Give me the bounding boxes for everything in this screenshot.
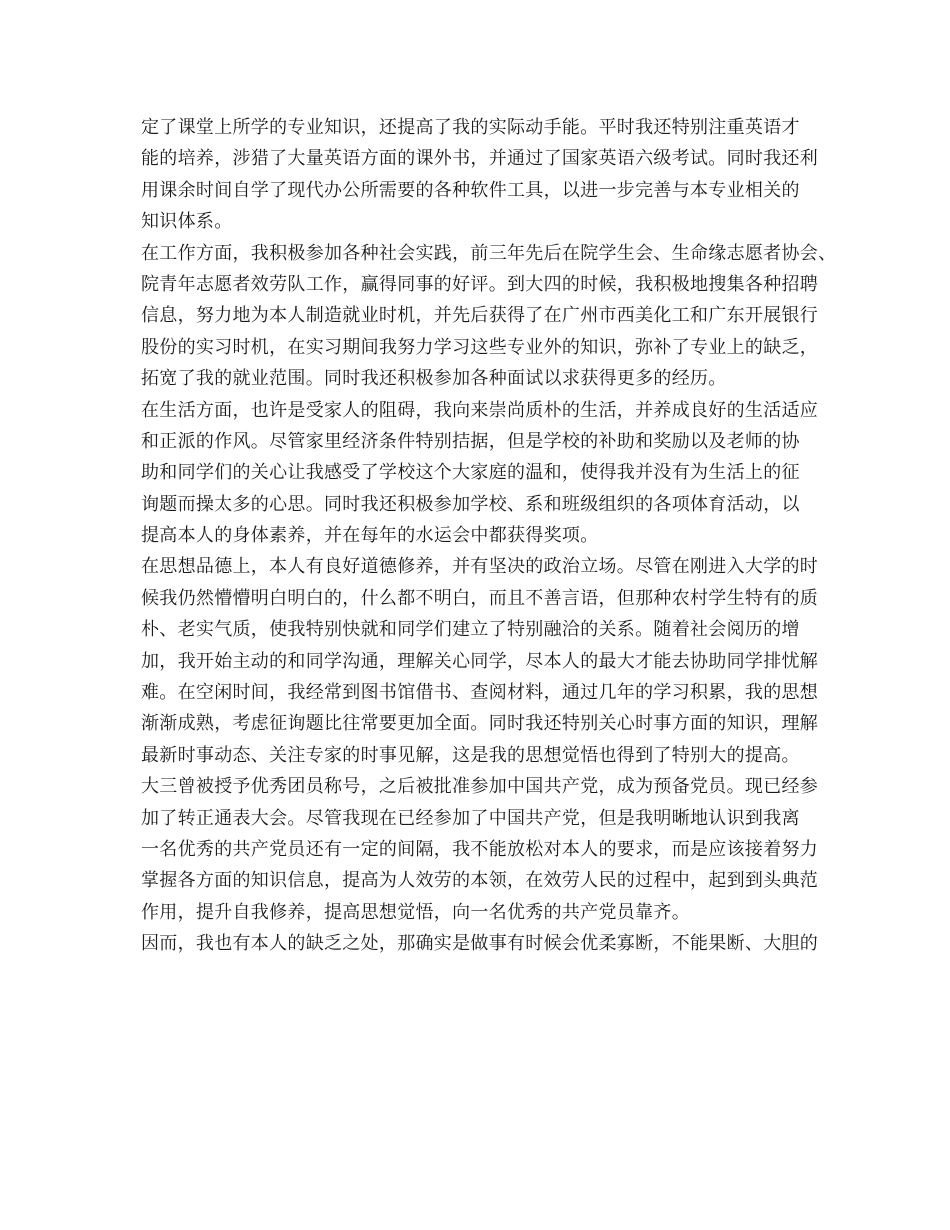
text-line: 拓宽了我的就业范围。同时我还积极参加各种面试以求获得更多的经历。 <box>141 368 727 390</box>
text-line: 用课余时间自学了现代办公所需要的各种软件工具，以进一步完善与本专业相关的 <box>141 179 800 201</box>
text-line: 知识体系。 <box>141 211 233 233</box>
text-line: 定了课堂上所学的专业知识，还提高了我的实际动手能。平时我还特别注重英语才 <box>141 117 800 138</box>
text-line: 作用，提升自我修养，提高思想觉悟，向一名优秀的共产党员靠齐。 <box>141 901 690 923</box>
document-body <box>141 112 837 960</box>
text-line: 提高本人的身体素养，并在每年的水运会中都获得奖项。 <box>141 525 599 547</box>
text-line: 加，我开始主动的和同学沟通，理解关心同学，尽本人的最大才能去协助同学排忧解 <box>141 650 819 672</box>
text-line: 难。在空闲时间，我经常到图书馆借书、查阅材料，通过几年的学习积累，我的思想 <box>141 682 819 704</box>
text-line: 因而，我也有本人的缺乏之处，那确实是做事有时候会优柔寡断，不能果断、大胆的 <box>141 933 819 955</box>
text-line: 掌握各方面的知识信息，提高为人效劳的本领，在效劳人民的过程中，起到到头典范 <box>141 870 819 892</box>
text-line: 一名优秀的共产党员还有一定的间隔，我不能放松对本人的要求，而是应该接着努力 <box>141 838 819 860</box>
text-line: 能的培养，涉猎了大量英语方面的课外书，并通过了国家英语六级考试。同时我还利 <box>141 148 819 170</box>
text-line: 股份的实习时机，在实习期间我努力学习这些专业外的知识，弥补了专业上的缺乏， <box>141 336 819 358</box>
text-line: 加了转正通表大会。尽管我现在已经参加了中国共产党，但是我明晰地认识到我离 <box>141 807 800 829</box>
text-line: 候我仍然懵懵明白明白的，什么都不明白，而且不善言语，但那种农村学生特有的质 <box>141 587 819 609</box>
text-line: 询题而操太多的心思。同时我还积极参加学校、系和班级组织的各项体育活动，以 <box>141 493 800 515</box>
text-line: 最新时事动态、关注专家的时事见解，这是我的思想觉悟也得到了特别大的提高。 <box>141 744 800 766</box>
text-line: 助和同学们的关心让我感受了学校这个大家庭的温和，使得我并没有为生活上的征 <box>141 462 800 484</box>
text-line: 和正派的作风。尽管家里经济条件特别拮据，但是学校的补助和奖励以及老师的协 <box>141 430 800 452</box>
text-line: 在生活方面，也许是受家人的阻碍，我向来崇尚质朴的生活，并养成良好的生活适应 <box>141 399 819 421</box>
text-line: 信息，努力地为本人制造就业时机，并先后获得了在广州市西美化工和广东开展银行 <box>141 305 819 327</box>
text-line: 在思想品德上，本人有良好道德修养，并有坚决的政治立场。尽管在刚进入大学的时 <box>141 556 819 578</box>
text-line: 大三曾被授予优秀团员称号，之后被批准参加中国共产党，成为预备党员。现已经参 <box>141 776 819 798</box>
text-line: 朴、老实气质，使我特别快就和同学们建立了特别融洽的关系。随着社会阅历的增 <box>141 619 800 641</box>
text-line: 院青年志愿者效劳队工作，赢得同事的好评。到大四的时候，我积极地搜集各种招聘 <box>141 273 819 295</box>
text-line: 渐渐成熟，考虑征询题比往常要更加全面。同时我还特别关心时事方面的知识，理解 <box>141 713 819 735</box>
text-line: 在工作方面，我积极参加各种社会实践，前三年先后在院学生会、生命缘志愿者协会、 <box>141 242 837 264</box>
